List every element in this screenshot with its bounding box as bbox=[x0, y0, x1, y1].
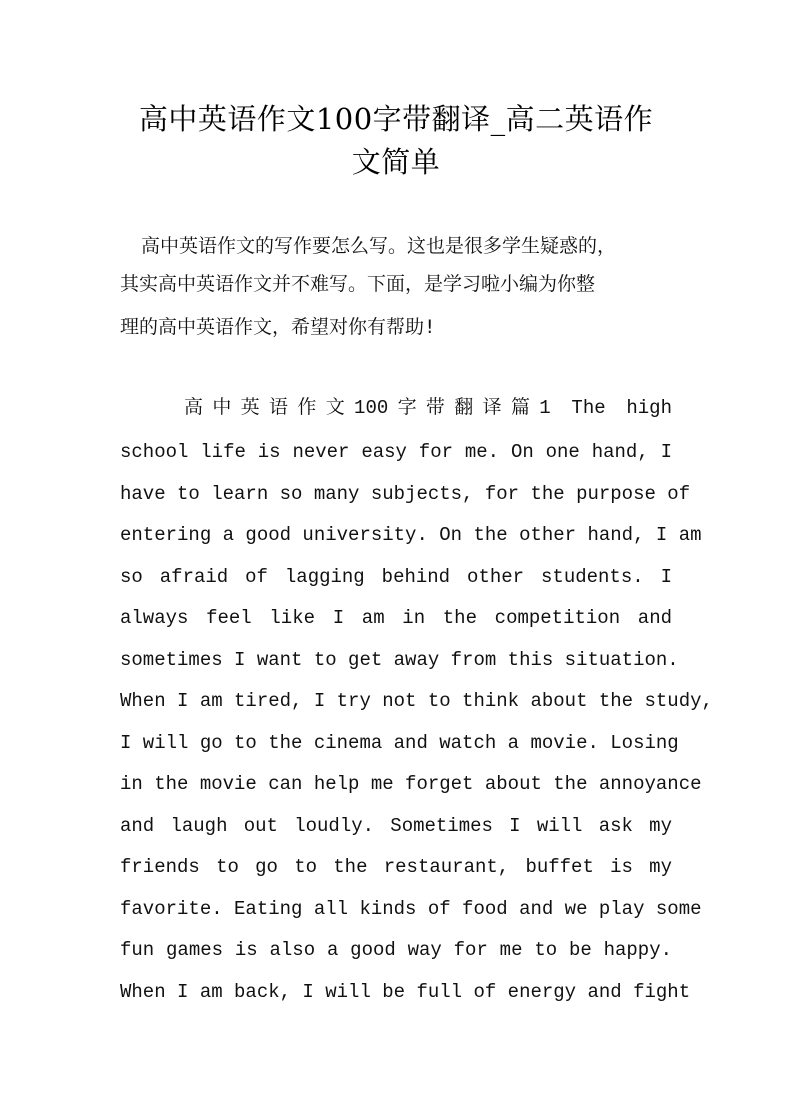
essay-line-10: in the movie can help me forget about the annoyance bbox=[120, 773, 702, 795]
intro-line-2: 其实高中英语作文并不难写。下面，是学习啦小编为你整 bbox=[120, 273, 596, 295]
intro-line-1: 高中英语作文的写作要怎么写。这也是很多学生疑惑的， bbox=[141, 235, 617, 257]
essay-line-15: When I am back, I will be full of energy and fight bbox=[120, 981, 691, 1003]
document-title-line-2: 文简单 bbox=[351, 145, 441, 179]
essay-line-4: entering a good university. On the other hand, I am bbox=[120, 524, 702, 546]
document-title-line-1: 高中英语作文100字带翻译_高二英语作 bbox=[138, 102, 654, 136]
essay-line-13: favorite. Eating all kinds of food and we play some bbox=[120, 898, 702, 920]
essay-line-9: I will go to the cinema and watch a movie. Losing bbox=[120, 732, 679, 754]
essay-line-14: fun games is also a good way for me to be happy. bbox=[120, 939, 672, 961]
essay-line-3: have to learn so many subjects, for the purpose of bbox=[120, 483, 691, 505]
intro-line-3: 理的高中英语作文，希望对你有帮助! bbox=[120, 316, 436, 338]
essay-line-2: school life is never easy for me. On one hand, I bbox=[120, 441, 672, 463]
essay-line-5: so afraid of lagging behind other students. I bbox=[120, 566, 672, 588]
essay-line-6: always feel like I am in the competition and bbox=[120, 607, 672, 629]
essay-line-8: When I am tired, I try not to think about the study, bbox=[120, 690, 713, 712]
essay-line-11: and laugh out loudly. Sometimes I will ask my bbox=[120, 815, 672, 837]
essay-line-12: friends to go to the restaurant, buffet is my bbox=[120, 856, 672, 878]
essay-line-1: 高中英语作文100字带翻译篇1 The high bbox=[184, 397, 672, 419]
essay-line-7: sometimes I want to get away from this situation. bbox=[120, 649, 679, 671]
